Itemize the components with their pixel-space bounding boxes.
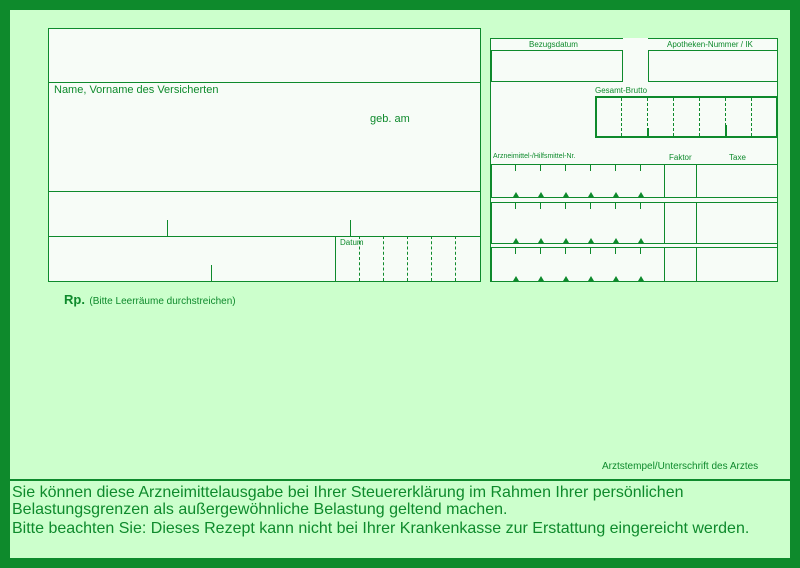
date-cell-divider	[431, 236, 432, 281]
faktor-label: Faktor	[669, 153, 692, 162]
tick-mark	[640, 203, 641, 209]
column-divider	[696, 165, 697, 197]
tick-mark	[615, 165, 616, 171]
tick-mark	[565, 165, 566, 171]
apotheken-nummer-label: Apotheken-Nummer / IK	[667, 40, 753, 49]
tick-mark	[590, 165, 591, 171]
digit-divider	[621, 98, 622, 136]
divider	[49, 236, 480, 237]
column-divider	[664, 203, 665, 243]
date-cell-divider	[407, 236, 408, 281]
medication-row[interactable]	[491, 202, 778, 244]
footer-divider	[10, 479, 790, 481]
decimal-mark	[647, 128, 649, 136]
tick-arrow	[538, 276, 544, 281]
tick-mark	[540, 203, 541, 209]
tick-mark	[515, 248, 516, 254]
doctor-stamp-label: Arztstempel/Unterschrift des Arztes	[602, 461, 759, 472]
bezugsdatum-label: Bezugsdatum	[529, 40, 578, 49]
tick-arrow	[563, 276, 569, 281]
column-divider	[664, 165, 665, 197]
tick-mark	[350, 220, 351, 236]
date-divider	[335, 236, 336, 281]
tick-mark	[615, 203, 616, 209]
bezugsdatum-field[interactable]	[491, 50, 623, 82]
decimal-mark	[725, 125, 727, 136]
tick-mark	[640, 248, 641, 254]
digit-divider	[673, 98, 674, 136]
tick-mark	[615, 248, 616, 254]
tick-mark	[515, 165, 516, 171]
digit-divider	[751, 98, 752, 136]
date-label: Datum	[340, 238, 364, 247]
tick-arrow	[513, 276, 519, 281]
tick-arrow	[538, 238, 544, 243]
tick-arrow	[588, 276, 594, 281]
date-cell-divider	[359, 236, 360, 281]
gesamt-brutto-label: Gesamt-Brutto	[595, 86, 648, 95]
tick-mark	[565, 203, 566, 209]
column-divider	[664, 248, 665, 281]
insured-info-box	[48, 28, 481, 282]
footer-line-2: Belastungsgrenzen als außergewöhnliche Belastung geltend machen.	[12, 501, 508, 518]
tick-arrow	[513, 238, 519, 243]
tick-mark	[590, 248, 591, 254]
name-label: Name, Vorname des Versicherten	[54, 84, 219, 96]
medication-row[interactable]	[491, 247, 778, 282]
rp-note: (Bitte Leerräume durchstreichen)	[89, 296, 236, 307]
tick-mark	[540, 248, 541, 254]
tick-arrow	[588, 192, 594, 197]
gap	[623, 38, 648, 84]
tick-arrow	[638, 238, 644, 243]
tick-mark	[640, 165, 641, 171]
tick-arrow	[563, 192, 569, 197]
dob-label: geb. am	[370, 113, 410, 125]
footer-line-1: Sie können diese Arzneimittelausgabe bei Ihrer Steuererklärung im Rahmen Ihrer persönlichen	[12, 484, 684, 501]
column-divider	[696, 248, 697, 281]
apotheken-nummer-field[interactable]	[648, 50, 778, 82]
taxe-label: Taxe	[729, 153, 746, 162]
column-divider	[696, 203, 697, 243]
tick-mark	[515, 203, 516, 209]
tick-mark	[211, 265, 212, 281]
date-cell-divider	[455, 236, 456, 281]
tick-arrow	[613, 192, 619, 197]
gesamt-brutto-field[interactable]	[595, 96, 778, 138]
date-cell-divider	[383, 236, 384, 281]
footer-notice	[12, 484, 790, 537]
rp-line	[64, 291, 236, 309]
tick-arrow	[588, 238, 594, 243]
tick-arrow	[613, 276, 619, 281]
medication-row[interactable]	[491, 164, 778, 198]
tick-mark	[565, 248, 566, 254]
tick-arrow	[638, 276, 644, 281]
footer-line-3: Bitte beachten Sie: Dieses Rezept kann nicht bei Ihrer Krankenkasse zur Erstattung eingereicht werden.	[12, 520, 750, 537]
tick-arrow	[638, 192, 644, 197]
divider	[49, 191, 480, 192]
tick-mark	[167, 220, 168, 236]
tick-arrow	[613, 238, 619, 243]
tick-arrow	[513, 192, 519, 197]
arzneimittel-nr-label: Arzneimittel-/Hilfsmittel-Nr.	[493, 153, 576, 160]
tick-mark	[590, 203, 591, 209]
rp-label: Rp.	[64, 292, 85, 307]
digit-divider	[699, 98, 700, 136]
tick-mark	[540, 165, 541, 171]
pharmacy-area	[490, 38, 778, 282]
tick-arrow	[538, 192, 544, 197]
divider	[49, 82, 480, 83]
tick-arrow	[563, 238, 569, 243]
